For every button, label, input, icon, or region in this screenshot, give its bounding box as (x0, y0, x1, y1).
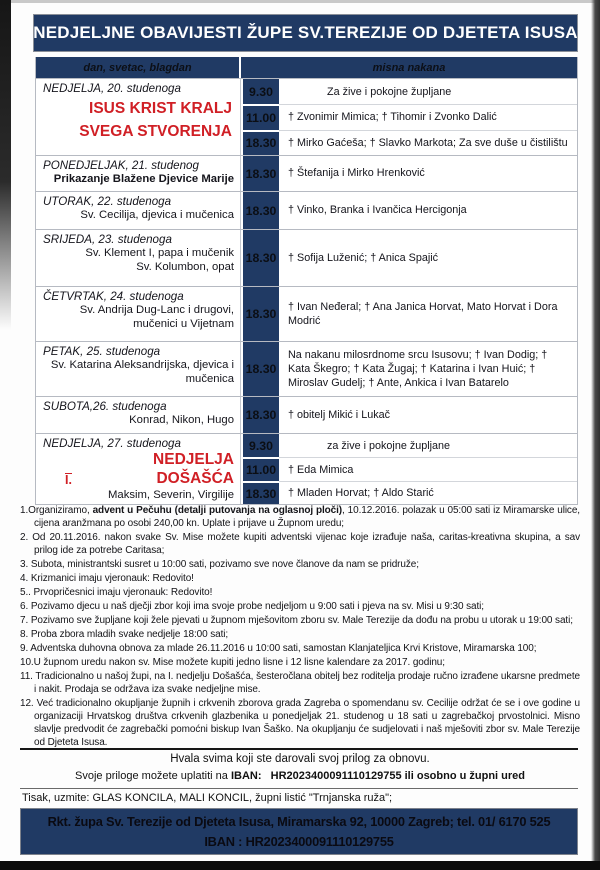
parish-footer-box (20, 808, 578, 855)
mass-intention: † Štefanija i Mirko Hrenković (288, 167, 425, 180)
mass-time: 18.30 (241, 287, 279, 341)
thanks-line: Hvala svima koji ste darovali svoj prilog za obnovu. (170, 753, 430, 765)
mass-intention: † Mirko Gaćeša; † Slavko Markota; Za sve duše u čistilištu (279, 130, 577, 155)
day-title: NEDJELJA, 27. studenoga (43, 437, 181, 450)
announcement-item: 11. Tradicionalno u našoj župi, na I. nedjelju Došašća, šesteročlana obitelj bez roditelja prodaje ručno izrađene ukarsne predmete i nakit. Prodaja se održava iza svake nedjeljne mise. (20, 671, 580, 695)
scan-edge-right (591, 0, 600, 870)
mass-intention: † Sofija Luženić; † Anica Spajić (288, 251, 439, 264)
parish-address: Rkt. župa Sv. Terezije od Djeteta Isusa, Miramarska 92, 10000 Zagreb; tel. 01/ 6170 525 (47, 814, 551, 830)
day-title: PETAK, 25. studenoga (43, 345, 161, 358)
mass-entry (241, 230, 577, 286)
day-cell (36, 230, 241, 286)
mass-intention: † Eda Mimica (279, 457, 577, 480)
mass-time: 9.30 (241, 434, 279, 457)
mass-entry (241, 342, 577, 396)
saint-subtitle: Sv. Katarina Aleksandrijska, djevica i mučenica (50, 359, 234, 386)
mass-entry (241, 481, 577, 504)
announcement-item: 1.Organiziramo, advent u Pečuhu (detalji putovanja na oglasnoj ploči), 10.12.2016. polazak u 05:00 sati iz Miramarske ulice, cijena aranžmana po osobi 240,00 kn. Uplate i prijave u Župnom uredu; (20, 505, 580, 529)
mass-list (241, 342, 577, 396)
mass-list (241, 230, 577, 286)
advent-title-line (43, 450, 234, 488)
mass-time: 18.30 (241, 130, 279, 155)
mass-schedule-table (35, 57, 578, 505)
mass-intention: † Ivan Neđeral; † Ana Janica Horvat, Mato Horvat i Dora Modrić (288, 300, 558, 327)
day-title: PONEDJELJAK, 21. studenog (43, 159, 199, 172)
mass-entry (241, 156, 577, 191)
mass-entry (241, 397, 577, 433)
mass-time: 18.30 (241, 230, 279, 286)
mass-time: 18.30 (241, 397, 279, 433)
day-cell (36, 434, 241, 504)
divider-thick (20, 748, 578, 750)
mass-time: 9.30 (241, 79, 279, 104)
feast-red-title: NEDJELJA DOŠAŠĆA (153, 451, 234, 487)
mass-list (241, 434, 577, 504)
table-row (36, 433, 577, 504)
mass-intention: Na nakanu milosrdnome srcu Isusovu; † Ivan Dodig; † Kata Škegro; † Kata Žugaj; † Katarina i Ivan Huić; † Miroslav Gudelj; † Ante, Ankica i Ivan Batarelo (288, 348, 548, 390)
announcement-item: 6. Pozivamo djecu u naš dječji zbor koji ima svoje probe nedjeljom u 9:00 sati i pjeva na sv. Misi u 9:30 sati; (20, 601, 484, 612)
mass-list (241, 287, 577, 341)
scan-edge-top (0, 0, 600, 3)
mass-list (241, 156, 577, 191)
mass-time: 11.00 (241, 104, 279, 129)
iban-value: IBAN: HR2023400091110129755 ili osobno u župni ured (230, 770, 525, 782)
saint-subtitle: Sv. Andrija Dug-Lanc i drugovi, mučenici u Vijetnam (79, 304, 234, 331)
mass-list (241, 397, 577, 433)
page-title: NEDJELJNE OBAVIJESTI ŽUPE SV.TEREZIJE OD DJETETA ISUSA (33, 23, 578, 42)
day-cell (36, 397, 241, 433)
mass-entry (241, 192, 577, 229)
mass-entry (241, 130, 577, 155)
table-row (36, 191, 577, 229)
announcement-item: 3. Subota, ministrantski susret u 10:00 sati, pozivamo sve nove članove da nam se pridruže; (20, 559, 419, 570)
day-title: SUBOTA,26. studenoga (43, 400, 167, 413)
announcement-item: 9. Adventska duhovna obnova za mlade 26.11.2016 u 10:00 sati, samostan Klanjateljica Krvi Kristove, Miramarska 100; (20, 643, 537, 654)
saint-subtitle: Sv. Cecilija, djevica i mučenica (80, 209, 234, 221)
day-title: UTORAK, 22. studenoga (43, 195, 172, 208)
mass-entry (241, 457, 577, 480)
announcement-item: 8. Proba zbora mladih svake nedjelje 18:00 sati; (20, 629, 229, 640)
announcements-list (20, 504, 580, 750)
saint-subtitle: Maksim, Severin, Virgilije (108, 489, 234, 502)
table-row (36, 229, 577, 286)
mass-time: 18.30 (241, 342, 279, 396)
mass-entry (241, 79, 577, 104)
mass-entry (241, 434, 577, 457)
mass-intention: Za žive i pokojne župljane (327, 85, 452, 98)
mass-intention: za žive i pokojne župljane (327, 439, 451, 452)
mass-time: 18.30 (241, 481, 279, 504)
announcement-item: 12. Već tradicionalno okupljanje župnih i crkvenih zborova grada Zagreba o spomendanu sv. Cecilije održat će se i ove godine u organizaciji Hrvatskog društva crkvenih glazbenika u ponedjeljak 21. studenog u 18 sati u zagrebačkoj prvostolnici. Misno slavlje predvodit će zagrebački pomoćni biskup Ivan Šaško. Na okupljanju će sudjelovati i naš mješoviti zbor sv. Male Terezije od Djeteta Isusa. (20, 698, 580, 748)
day-cell (36, 192, 241, 229)
saint-subtitle: Konrad, Nikon, Hugo (129, 414, 234, 426)
day-cell (36, 156, 241, 191)
mass-intention: † obitelj Mikić i Lukač (288, 408, 391, 421)
mass-entry (241, 287, 577, 341)
scan-edge-left (0, 0, 11, 330)
divider-thin (20, 788, 578, 789)
table-row (36, 286, 577, 341)
table-row (36, 396, 577, 433)
parish-iban: IBAN : HR2023400091110129755 (204, 833, 394, 849)
mass-time: 11.00 (241, 457, 279, 480)
day-title: ČETVRTAK, 24. studenoga (43, 290, 184, 303)
table-row (36, 341, 577, 396)
table-row (36, 78, 577, 155)
announcement-item: 10.U župnom uredu nakon sv. Mise možete kupiti jedno lisne i 12 lisne kalendare za 2017. godinu; (20, 657, 445, 668)
day-title: NEDJELJA, 20. studenoga (43, 82, 181, 95)
announcement-item: 4. Krizmanici imaju vjeronauk: Redovito! (20, 573, 194, 584)
table-header-row (36, 57, 577, 78)
day-cell (36, 79, 241, 155)
table-body (36, 78, 577, 504)
mass-intention: † Mladen Horvat; † Aldo Starić (279, 481, 577, 504)
mass-entry (241, 104, 577, 129)
iban-line (0, 770, 600, 782)
page-title-bar (33, 14, 578, 52)
announcement-item: 2. Od 20.11.2016. nakon svake Sv. Mise možete kupiti adventski vijenac koje izrađuje naša, caritas-kreativna skupina, a sav prilog ide za potrebe Caritasa; (20, 532, 580, 556)
mass-time: 18.30 (241, 192, 279, 229)
day-cell (36, 287, 241, 341)
table-row (36, 155, 577, 191)
mass-time: 18.30 (241, 156, 279, 191)
announcement-item: 7. Pozivamo sve župljane koji žele pjevati u župnom mješovitom zboru sv. Male Terezije da dođu na probu u utorak u 19:00 sati; (20, 615, 573, 626)
mass-list (241, 79, 577, 155)
print-line: Tisak, uzmite: GLAS KONCILA, MALI KONCIL, župni listić "Trnjanska ruža"; (22, 792, 393, 804)
saint-subtitle: Sv. Klement I, papa i mučenik (85, 247, 234, 259)
saint-subtitle: Sv. Kolumbon, opat (136, 261, 234, 274)
iban-prefix: Svoje priloge možete uplatiti na (75, 770, 231, 782)
advent-week-marker: I. (65, 473, 72, 488)
mass-intention: † Vinko, Branka i Ivančica Hercigonja (288, 204, 467, 217)
mass-list (241, 192, 577, 229)
scan-bottom-bar (0, 861, 600, 870)
mass-intention: † Zvonimir Mimica; † Tihomir i Zvonko Dalić (279, 104, 577, 129)
day-title: SRIJEDA, 23. studenoga (43, 233, 172, 246)
feast-red-title: ISUS KRIST KRALJ SVEGA STVORENJA (79, 100, 232, 141)
day-cell (36, 342, 241, 396)
announcement-item: 5.. Prvopričesnici imaju vjeronauk: Redovito! (20, 587, 213, 598)
table-header-intention: misna nakana (241, 57, 577, 78)
feast-subtitle: Prikazanje Blažene Djevice Marije (53, 173, 234, 185)
table-header-day: dan, svetac, blagdan (36, 57, 241, 78)
